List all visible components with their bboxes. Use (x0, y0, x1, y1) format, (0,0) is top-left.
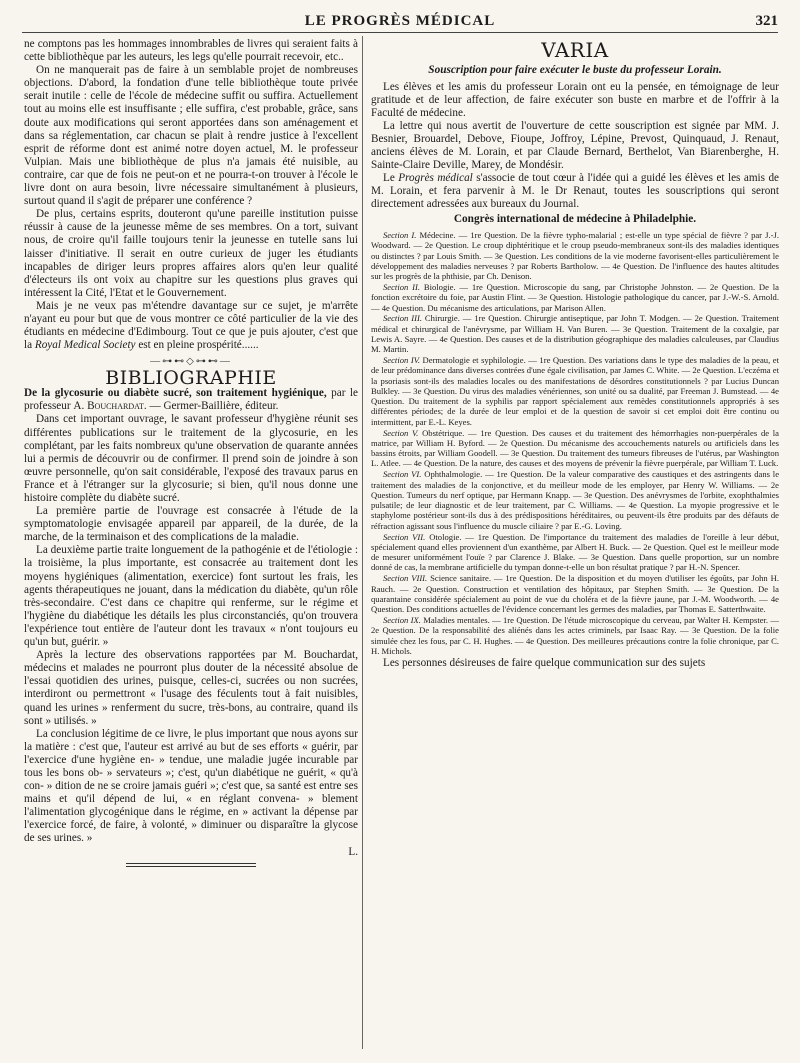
section-title-varia: VARIA (541, 38, 609, 62)
journal-title: LE PROGRÈS MÉDICAL (304, 13, 496, 29)
congres-section (371, 573, 779, 614)
section-text: Biologie. — 1re Question. Microscopie du sang, par Christophe Johnston. — 2e Question. De la fonction excrétoire du foie, par Austin Flint. — 3e Question. Histologie pathologique du cancer, par J.-W.-S. Arnold. — 4e Question. Du mécanisme des articulations, par Marison Allen. (371, 281, 779, 313)
congres-section (371, 469, 779, 531)
book-author: A. Bouchardat (73, 400, 144, 413)
book-citation: De la glycosurie ou diabète sucré, son traitement hygiénique, par le professeur A. Bouchardat. — Germer-Baillière, éditeur. (24, 387, 358, 413)
paragraph: Les personnes désireuses de faire quelque communication sur des sujets (383, 656, 706, 669)
section-text: Chirurgie. — 1re Question. Chirurgie antiseptique, par John T. Modgen. — 2e Question. Traitement médical et chirurgical de l'anévrysme, par William H. Van Buren. — 3e Question. Traitement de la coxalgie, par Lewis A. Sayre. — 4e Question. Des causes et de la distribution géographique des maladies calculeuses, par Claudius M. Martin. (371, 313, 779, 355)
section-text: Maladies mentales. — 1re Question. De l'étude microscopique du cerveau, par Walter H. Kempster. — 2e Question. De la responsabilité des aliénés dans les actes criminels, par Isaac Ray. — 3e Question. De la folie simulée chez les fous, par C. H. Hughes. — 4e Question. Des meilleures précautions contre la folie chronique, par C. H. Michols. (371, 614, 779, 656)
paragraph: La conclusion légitime de ce livre, le plus important que nous ayons sur la matière : c'est que, l'auteur est arrivé au but de ses efforts « guérir, par l'exercice d'une hygiène en- » tendue, une maladie jugée incurable par tous les bons ob- » servateurs »; c'est, qu'un diabétique ne guérit, « qu'à con- » dition de ne se croire jamais guéri »; c'est que, sa santé est entre ses mains et qu'il dépend de lui, « en réglant convena- » blement l'alimentation glycogénique dans le régime, en » activant la dépense par l'exercice forcé, de faire, à volonté, » diminuer ou disparaître la glycose de ses urines. » (24, 727, 358, 845)
section-name: Section V. (383, 427, 419, 438)
congres-section (371, 428, 779, 469)
section-text: Obstétrique. — 1re Question. Des causes et du traitement des hémorrhagies non-puerpérales de la matrice, par William H. Byford. — 2e Question. Du mécanisme des accouchements naturels ou artificiels dans les bassins étroits, par William Goodell. — 3e Question. Du traitement des tumeurs fibreuses de l'utérus, par Washington L. Atlee. — 4e Question. De la nature, des causes et des moyens de prévenir la fièvre puerpérale, par William T. Luck. (371, 427, 779, 469)
section-name: Section IV. (383, 355, 420, 365)
section-name: Section VII. (383, 531, 426, 542)
ornament-divider: —⊶⊷◇⊶⊷— (150, 356, 232, 368)
section-title-bibliographie: BIBLIOGRAPHIE (105, 367, 277, 390)
paragraph: ne comptons pas les hommages innombrables de livres qui seraient faits à cette bibliothèque par les auteurs, les legs qu'elle pourrait recevoir, etc.. (24, 38, 358, 64)
end-rule (126, 863, 256, 867)
congres-heading: Congrès international de médecine à Philadelphie. (453, 213, 697, 226)
review-signature: L. (348, 845, 358, 858)
column-divider (362, 36, 363, 1049)
congres-section (371, 230, 779, 281)
congres-section (371, 615, 779, 656)
section-name: Section III. (383, 313, 422, 324)
book-title: De la glycosurie ou diabète sucré, son traitement hygiénique, (24, 387, 327, 400)
left-column (24, 38, 358, 870)
paragraph: Mais je ne veux pas m'étendre davantage sur ce sujet, je m'arrête n'ayant eu pour but que de vous montrer ce côté particulier de la vie des étudiants en médecine d'Edimbourg. Tout ce que je puis ajouter, c'est que la Royal Medical Society est en pleine prospérité...... (24, 299, 358, 352)
paragraph: La deuxième partie traite longuement de la pathogénie et de l'étiologie : la troisième, la plus importante, est consacrée au traitement dont les moyens hygiéniques (alimentation, exercice) font surtout les frais, les agents thérapeutiques ne jouant, dans la médication du diabète, qu'un rôle très-secondaire. C'est dans ce chapitre qui renferme, sur le régime et l'hygiène du diabétique les détails les plus circonstanciés, qu'on trouvera l'expérience tout entière de l'auteur dont les travaux « n'ont toujours eu qu'un but, guérir. » (24, 544, 358, 649)
souscription-heading: Souscription pour faire exécuter le buste du professeur Lorain. (428, 64, 722, 76)
section-text: Dermatologie et syphilologie. — 1re Question. Des variations dans le type des maladies de la peau, et de leur prédominance dans diverses contrées d'une égale civilisation, par James C. White. — 2e Question. L'eczéma et la psoriasis sont-ils des maladies locales ou des manifestations de désordres constitutionnels ? par Lucius Duncan Bulkley. — 3e Question. Du virus des maladies vénériennes, son unité ou sa dualité, par Freeman J. Bumstead. — 4e Question. Du traitement de la syphilis par rapport spécialement aux remèdes constitutionnels appropriés à ses différentes périodes; de la durée de leur emploi et de la question de savoir si cet emploi doit être continu ou intermittent, par E.-L. Keyes. (371, 355, 779, 427)
section-text: Ophthalmologie. — 1re Question. De la valeur comparative des caustiques et des astringents dans le traitement des maladies de la conjonctive, et du meilleur mode de les employer, par Henry W. Williams. — 2e Question. Tumeurs du nerf optique, par Hermann Knapp. — 3e Question. Des anévrysmes de l'orbite, exophthalmies pulsatile; de leur diagnostic et de leur traitement, par C. Williams. — 4e Question. La myopie progressive et le staphylome postérieur sont-ils dus à des prédispositions héréditaires, ou peuvent-ils être produits par des défauts de réfraction agissant sous l'influence du muscle ciliaire ? par E.-G. Loving. (371, 469, 779, 531)
section-name: Section VIII. (383, 573, 428, 584)
paragraph: Dans cet important ouvrage, le savant professeur d'hygiène réunit ses différentes publications sur le traitement de la glycosurie, en les complétant, par les faits nombreux qu'une observation de quarante années lui a permis de découvrir ou de confirmer. Il prend soin de joindre à son œuvre personnelle, qu'on sait considérable, l'exposé des travaux parus en France et à l'étranger sur la glycosurie; si bien, qu'il nous donne une histoire complète du diabète sucré. (24, 413, 358, 504)
congres-section (371, 532, 779, 573)
congres-section (371, 355, 779, 427)
section-name: Section I. (383, 229, 417, 240)
society-name: Royal Medical Society (34, 339, 136, 352)
paragraph: Après la lecture des observations rapportées par M. Bouchardat, médecins et malades ne pourront plus douter de la nécessité absolue de l'essai quotidien des urines, puisque, celles-ci, sucrées ou non sucrées, interdiront ou permettront « l'usage des féculents tout à fait nuisibles, quand les urines » renferment du sucre, très-bons, au contraire, quand ils sont » utilisés. » (24, 649, 358, 727)
running-head (22, 10, 778, 33)
journal-name: Progrès médical (398, 172, 473, 185)
sections-list (371, 230, 779, 656)
congres-section (371, 282, 779, 313)
congres-section (371, 313, 779, 354)
paragraph: La lettre qui nous avertit de l'ouverture de cette souscription est signée par MM. J. Besnier, Brouardel, Debove, Fioupe, Joffroy, Lépine, Prevost, Quinquaud, J. Renaut, anciens élèves de M. Lorain, et par Claude Bernard, Berthelot, Van Biarenberghe, H. Sainte-Claire Deville, Marey, de Mondésir. (371, 119, 779, 172)
right-column (371, 38, 779, 670)
paragraph: De plus, certains esprits, douteront qu'une pareille institution puisse réussir à cause de la jeunesse même de ses membres. On a tort, suivant nous, de croire qu'il faille toujours tenir la jeunesse en tutelle sans lui laisser d'initiative. Il serait en outre curieux de juger les étudiants incapables de diriger leurs propres affaires alors qu'en leur qualité d'électeurs ils ont voix au chapitre sur les questions plus graves qui intéressent la Cité, l'Etat et le Gouvernement. (24, 208, 358, 299)
section-text: Médecine. — 1re Question. De la fièvre typho-malarial ; est-elle un type spécial de fièvre ? par J.-J. Woodward. — 2e Question. Le croup diphtéritique et le croup pseudo-membraneux sont-ils des maladies identiques ou distinctes ? par Louis Smith. — 3e Question. Les conditions de la vie moderne favorisent-elles particulièrement le développement des maladies nerveuses ? par Roberts Bartholow. — 4e Question. De l'influence des hautes altitudes sur les progrès de la phthisie, par Ch. Denison. (371, 229, 779, 282)
section-name: Section II. (383, 281, 421, 292)
paragraph: La première partie de l'ouvrage est consacrée à l'étude de la symptomatologie envisagée appareil par appareil, de la durée, de la marche, de la terminaison et des complications de la maladie. (24, 505, 358, 544)
paragraph: On ne manquerait pas de faire à un semblable projet de nombreuses objections. D'abord, la fondation d'une telle bibliothèque toute privée serait inutile : celle de l'école de médecine suffit ou suffira. Actuellement tout au moins elle est insuffisante ; elle suffira, c'est probable, grâce, sans doute aux modifications qui seront apportées dans son aménagement et dans sa réglementation, car chacun se plait à rendre justice à l'excellent esprit de réforme dont est animé notre doyen actuel, M. le professeur Vulpian. Mais une bibliothèque de plus n'a jamais été nuisible, au contraire, car que de fois ne peut-on et ne pourra-t-on trouver à l'école le livre dont on aura besoin, livre nécessaire simultanément à plusieurs, surtout quand il s'agit de préparer une conférence ? (24, 64, 358, 208)
paragraph: Les élèves et les amis du professeur Lorain ont eu la pensée, en témoignage de leur gratitude et de leur affection, de faire exécuter son buste en marbre et de l'offrir à la Faculté de médecine. (371, 80, 779, 119)
section-text: Otologie. — 1re Question. De l'importance du traitement des maladies de l'oreille à leur début, spécialement quand elles proviennent d'un exanthème, par Albert H. Buck. — 2e Question. Quel est le meilleur mode de mesurer uniformément l'ouïe ? par Clarence J. Blake. — 3e Question. Dans quelle proportion, sur un nombre donné de cas, la membrane artificielle du tympan donne-t-elle un bon résultat pratique ? par H.-N. Spencer. (371, 531, 779, 573)
page-number: 321 (755, 13, 778, 29)
section-name: Section IX. (383, 614, 421, 625)
section-text: Science sanitaire. — 1re Question. De la disposition et du moyen d'utiliser les égoûts, par John H. Rauch. — 2e Question. Construction et ventilation des hôpitaux, par Stephen Smith. — 3e Question. De la quarantaine considérée spécialement au point de vue du choléra et de la fièvre jaune, par J.-M. Woodworth. — 4e Question. Des conditions actuelles de l'évidence concernant les germes des maladies, par Thomas E. Satterthwaite. (371, 573, 779, 615)
paragraph: Le Progrès médical s'associe de tout cœur à l'idée qui a guidé les élèves et les amis de M. Lorain, et fera parvenir à M. le Dr Renaut, toutes les souscriptions qui seront directement adressées aux bureaux du Journal. (371, 172, 779, 211)
section-name: Section VI. (383, 469, 422, 480)
